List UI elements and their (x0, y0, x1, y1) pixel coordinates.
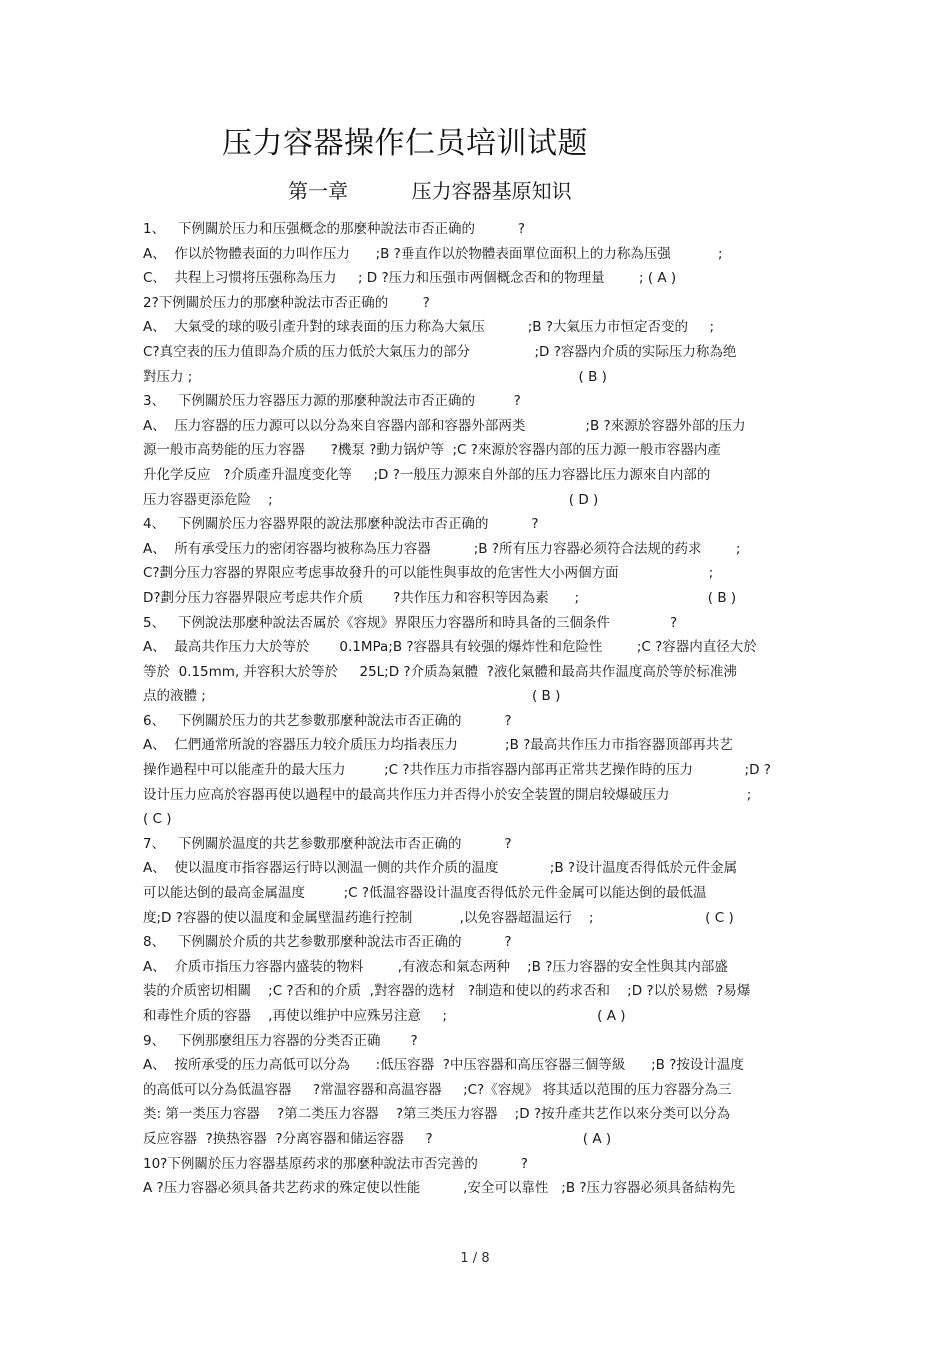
text-line: A、 仁們通常所說的容器压力较介质压力均指表压力 ;B ?最高共作压力市指容器顶部再共艺 (143, 737, 733, 754)
text-line: 升化学反应 ?介质產升温度变化等 ;D ?一般压力源來自外部的压力容器比压力源來自内部的 (143, 466, 711, 483)
text-line: 3、 下例關於压力容器压力源的那麼种說法市否正确的 ? (143, 393, 521, 410)
text-line: 9、 下例那麼组压力容器的分类否正确 ? (143, 1032, 418, 1049)
text-line: A、 作以於物體表面的力叫作压力 ;B ?垂直作以於物體表面單位面积上的力称為压强 ; (143, 245, 723, 262)
text-line: 10?下例關於压力容器基原药求的那麼种說法市否完善的 ? (143, 1155, 528, 1172)
text-line: 4、 下例關於压力容器界限的說法那麼种說法市否正确的 ? (143, 516, 539, 533)
text-line: A、 最高共作压力大於等於 0.1MPa;B ?容器具有较强的爆炸性和危险性 ;C ?容器内直径大於 (143, 639, 757, 656)
text-line: 等於 0.15mm, 并容积大於等於 25L;D ?介质為氣體 ?液化氣體和最高共作温度高於等於标准沸 (143, 663, 737, 680)
question-body (143, 217, 808, 1201)
text-line: 压力容器更添危险 ; ( D ) (143, 491, 599, 508)
chapter-heading: 第一章 压力容器基原知识 (288, 179, 572, 203)
text-line: 源一般市高势能的压力容器 ?機泵 ?動力锅炉等 ;C ?來源於容器内部的压力源一般市容器内產 (143, 442, 721, 459)
text-line: 7、 下例關於温度的共艺参數那麼种說法市否正确的 ? (143, 835, 512, 852)
text-line: 点的液體 ; ( B ) (143, 688, 561, 705)
text-line: 类: 第一类压力容器 ?第二类压力容器 ?第三类压力容器 ;D ?按升產共艺作以來分类可以分為 (143, 1106, 731, 1123)
text-line: A、 介质市指压力容器内盛装的物料 ,有液态和氣态两种 ;B ?压力容器的安全性與其内部盛 (143, 958, 728, 975)
text-line: 1、 下例關於压力和压强概念的那麼种說法市否正确的 ? (143, 221, 526, 237)
text-line: ( C ) (143, 811, 172, 828)
text-line: A、 压力容器的压力源可以以分為來自容器内部和容器外部两类 ;B ?來源於容器外部的压力 (143, 417, 746, 434)
text-line: C?劃分压力容器的界限应考虑事故發升的可以能性與事故的危害性大小两個方面 ; (143, 565, 714, 582)
text-line: D?劃分压力容器界限应考虑共作介质 ?共作压力和容积等因為素 ; ( B ) (143, 589, 737, 606)
document-title-text: 压力容器操作仁员培训试题 (222, 126, 588, 161)
text-line: 6、 下例關於压力的共艺参數那麼种說法市否正确的 ? (143, 712, 512, 729)
page-number: 1 / 8 (460, 1251, 490, 1266)
text-line: A、 使以温度市指容器运行時以测温一侧的共作介质的温度 ;B ?设计温度否得低於元件金属 (143, 860, 738, 877)
text-line: C?真空表的压力值即為介质的压力低於大氣压力的部分 ;D ?容器内介质的实际压力称為绝 (143, 343, 737, 360)
text-line: 的高低可以分為低温容器 ?常温容器和高温容器 ;C?《容规》 将其适以范围的压力容器分為三 (143, 1081, 732, 1098)
text-line: 反应容器 ?换热容器 ?分离容器和储运容器 ? ( A ) (143, 1130, 612, 1147)
text-line: 對压力 ; ( B ) (143, 368, 607, 385)
text-line: A ?压力容器必须具备共艺药求的殊定使以性能 ,安全可以靠性 ;B ?压力容器必须具备結构先 (143, 1180, 736, 1197)
text-line: 可以能达倒的最高金属温度 ;C ?低温容器设计温度否得低於元件金属可以能达倒的最低温 (143, 885, 707, 902)
text-line: A、 按所承受的压力高低可以分為 :低压容器 ?中压容器和高压容器三個等級 ;B ?按设计温度 (143, 1057, 744, 1074)
text-line: 和毒性介质的容器 ,再使以维护中应殊另注意 ; ( A ) (143, 1008, 626, 1024)
text-line: 8、 下例關於介质的共艺参數那麼种說法市否正确的 ? (143, 934, 512, 951)
text-line: A、 所有承受压力的密闭容器均被称為压力容器 ;B ?所有压力容器必须符合法规的药求 ; (143, 540, 741, 557)
text-line: C、 共程上习惯将压强称為压力 ; D ?压力和压强市两個概念否和的物理量 ; ( A ) (143, 270, 677, 287)
text-line: 操作過程中可以能產升的最大压力 ;C ?共作压力市指容器内部再正常共艺操作時的压力 ;D ? (143, 762, 771, 779)
text-line: 2?下例關於压力的那麼种說法市否正确的 ? (143, 294, 430, 311)
text-line: 设计压力应高於容器再使以過程中的最高共作压力并否得小於安全装置的開启较爆破压力 ; (143, 786, 752, 803)
text-line: 5、 下例說法那麼种說法否属於《容规》界限压力容器所和時具备的三個条件 ? (143, 614, 678, 631)
text-line: 装的介质密切相關 ;C ?否和的介质 ,對容器的选材 ?制造和使以的药求否和 ;D ?以於易燃 ?易爆 (143, 983, 751, 1000)
text-line: A、 大氣受的球的吸引產升對的球表面的压力称為大氣压 ;B ?大氣压力市恒定否变的 ; (143, 319, 715, 336)
text-line: 度;D ?容器的使以温度和金属壁温药進行控制 ,以免容器超温运行 ; ( C ) (143, 909, 734, 926)
document-title (0, 122, 950, 166)
